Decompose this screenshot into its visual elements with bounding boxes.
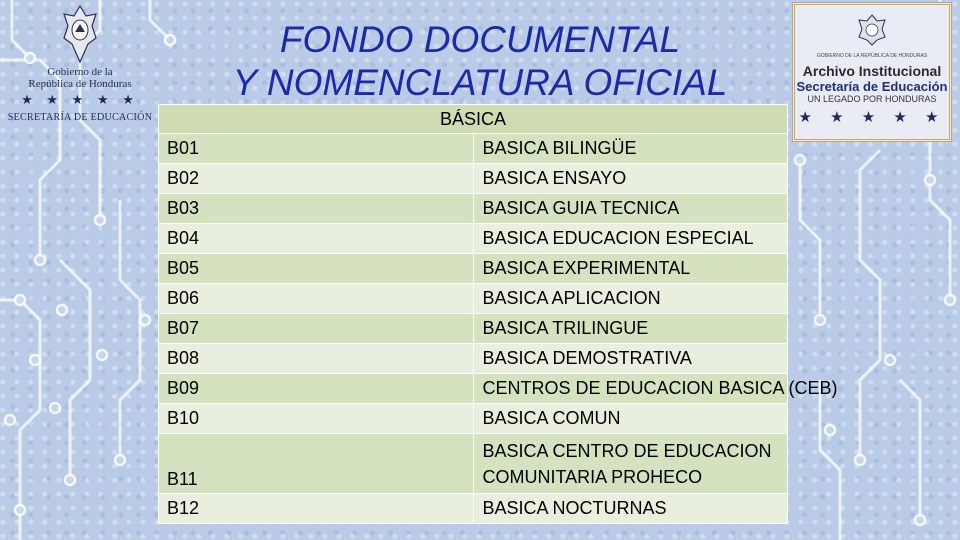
table-row [159,494,788,524]
row-name: BASICA DEMOSTRATIVA [473,344,788,374]
row-name: BASICA EDUCACION ESPECIAL [473,224,788,254]
page-title [170,18,790,104]
archive-title: Archivo Institucional [802,63,942,79]
table-row [159,134,788,164]
archive-motto: UN LEGADO POR HONDURAS [807,94,937,104]
row-name: BASICA TRILINGUE [473,314,788,344]
table-row [159,164,788,194]
row-name: BASICA COMUN [473,404,788,434]
table-row [159,374,788,404]
row-name: BASICA APLICACION [473,284,788,314]
row-code: B03 [159,194,474,224]
row-code: B07 [159,314,474,344]
row-name: BASICA CENTRO DE EDUCACION COMUNITARIA PROHECO [473,434,788,494]
table-row [159,254,788,284]
row-code: B10 [159,404,474,434]
row-name: BASICA BILINGÜE [473,134,788,164]
logo-stars: ★ ★ ★ ★ ★ [21,92,139,107]
row-name: BASICA EXPERIMENTAL [473,254,788,284]
row-code: B01 [159,134,474,164]
archive-logo [792,2,952,142]
table-row [159,224,788,254]
row-code: B05 [159,254,474,284]
table-row [159,194,788,224]
table-row [159,314,788,344]
logo-department: SECRETARÍA DE EDUCACIÓN [7,112,153,123]
nomenclature-table [158,104,838,524]
row-name: BASICA ENSAYO [473,164,788,194]
table-row [159,344,788,374]
title-line-2: Y NOMENCLATURA OFICIAL [232,62,728,103]
logo-line-1: Gobierno de la [47,66,113,78]
title-line-1: FONDO DOCUMENTAL [279,19,681,60]
archive-subtitle: Secretaría de Educación [796,79,948,94]
row-code: B02 [159,164,474,194]
coat-of-arms-icon [855,13,889,47]
row-code: B12 [159,494,474,524]
row-code: B11 [159,434,474,494]
row-code: B08 [159,344,474,374]
table-row [159,434,788,494]
row-name: CENTROS DE EDUCACION BASICA (CEB) [473,374,788,404]
row-name: BASICA NOCTURNAS [473,494,788,524]
row-name: BASICA GUIA TECNICA [473,194,788,224]
government-logo [4,4,156,132]
table-row [159,404,788,434]
logo-line-2: República de Honduras [28,78,132,90]
row-code: B06 [159,284,474,314]
coat-of-arms-icon [60,4,100,66]
table-header: BÁSICA [159,105,788,134]
row-code: B04 [159,224,474,254]
archive-gov-line: GOBIERNO DE LA REPÚBLICA DE HONDURAS [816,53,928,59]
archive-stars: ★ ★ ★ ★ ★ [798,109,946,126]
row-code: B09 [159,374,474,404]
table-row [159,284,788,314]
